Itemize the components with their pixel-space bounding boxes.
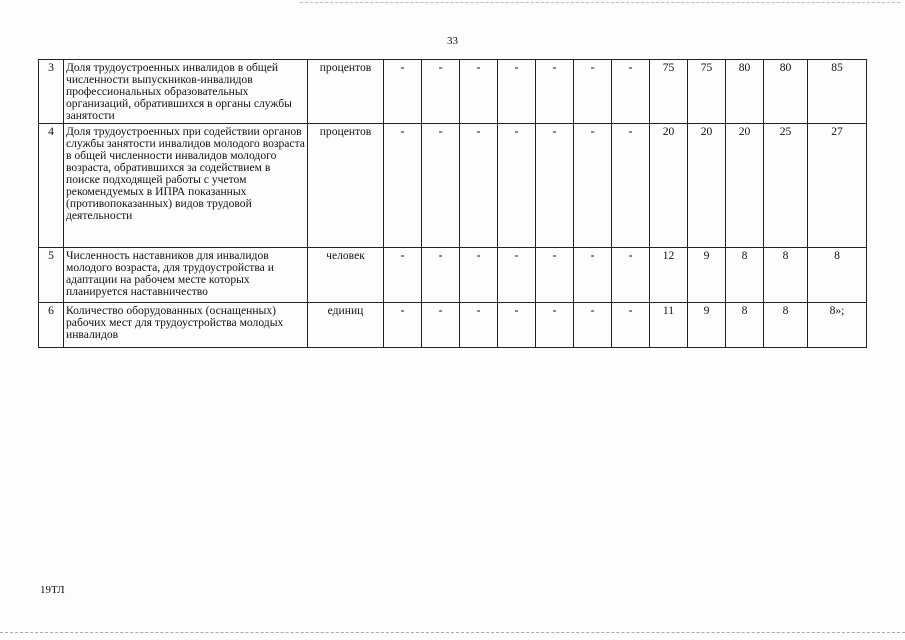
scan-artifact-bottom xyxy=(0,632,905,633)
table-row xyxy=(39,124,867,248)
value-cell: - xyxy=(536,124,574,248)
value-cell: 8 xyxy=(726,248,764,303)
row-number: 3 xyxy=(39,60,64,124)
value-cell: 9 xyxy=(688,248,726,303)
value-cell: - xyxy=(612,248,650,303)
row-number: 4 xyxy=(39,124,64,248)
value-cell: - xyxy=(574,303,612,348)
value-cell: - xyxy=(536,303,574,348)
value-cell: - xyxy=(422,60,460,124)
value-cell: - xyxy=(574,124,612,248)
value-cell: - xyxy=(612,124,650,248)
value-cell: - xyxy=(384,60,422,124)
value-cell: 20 xyxy=(650,124,688,248)
table-row xyxy=(39,248,867,303)
value-cell: 12 xyxy=(650,248,688,303)
unit-cell: процентов xyxy=(308,124,384,248)
table-row xyxy=(39,303,867,348)
value-cell: 80 xyxy=(764,60,808,124)
unit-cell: единиц xyxy=(308,303,384,348)
value-cell: - xyxy=(384,124,422,248)
indicator-name: Доля трудоустроенных при содействии органов службы занятости инвалидов молодого возраста в общей численности инвалидов молодого возраста, обратившихся за содействием в поиске подходящей работы с учетом рекомендуемых в ИПРА показанных (противопоказанных) видов трудовой деятельности xyxy=(64,124,308,248)
value-cell: - xyxy=(422,124,460,248)
value-cell: - xyxy=(612,303,650,348)
value-cell: - xyxy=(498,124,536,248)
value-cell: - xyxy=(612,60,650,124)
value-cell: - xyxy=(460,303,498,348)
value-cell: - xyxy=(422,303,460,348)
value-cell: 8 xyxy=(764,248,808,303)
value-cell: 8 xyxy=(764,303,808,348)
value-cell: 75 xyxy=(688,60,726,124)
unit-cell: процентов xyxy=(308,60,384,124)
value-cell: 8 xyxy=(726,303,764,348)
table-row xyxy=(39,60,867,124)
value-cell: 25 xyxy=(764,124,808,248)
value-cell: 8 xyxy=(808,248,867,303)
unit-cell: человек xyxy=(308,248,384,303)
page-number: 33 xyxy=(447,35,458,47)
value-cell: 9 xyxy=(688,303,726,348)
value-cell: - xyxy=(536,248,574,303)
value-cell: - xyxy=(498,60,536,124)
value-cell: - xyxy=(574,60,612,124)
indicators-table xyxy=(38,59,867,348)
value-cell: - xyxy=(384,248,422,303)
value-cell: - xyxy=(460,60,498,124)
value-cell: 75 xyxy=(650,60,688,124)
value-cell: 8»; xyxy=(808,303,867,348)
value-cell: 85 xyxy=(808,60,867,124)
scan-artifact-top xyxy=(300,2,900,3)
value-cell: - xyxy=(498,303,536,348)
value-cell: - xyxy=(574,248,612,303)
value-cell: - xyxy=(498,248,536,303)
row-number: 6 xyxy=(39,303,64,348)
value-cell: - xyxy=(422,248,460,303)
indicator-name: Численность наставников для инвалидов молодого возраста, для трудоустройства и адаптации на рабочем месте которых планируется наставничество xyxy=(64,248,308,303)
value-cell: - xyxy=(384,303,422,348)
value-cell: 27 xyxy=(808,124,867,248)
indicator-name: Доля трудоустроенных инвалидов в общей численности выпускников-инвалидов профессиональных образовательных организаций, обратившихся в органы службы занятости xyxy=(64,60,308,124)
indicator-name: Количество оборудованных (оснащенных) рабочих мест для трудоустройства молодых инвалидов xyxy=(64,303,308,348)
value-cell: - xyxy=(536,60,574,124)
value-cell: 80 xyxy=(726,60,764,124)
value-cell: - xyxy=(460,124,498,248)
value-cell: 11 xyxy=(650,303,688,348)
value-cell: - xyxy=(460,248,498,303)
document-code: 19ТЛ xyxy=(40,584,65,596)
row-number: 5 xyxy=(39,248,64,303)
value-cell: 20 xyxy=(726,124,764,248)
value-cell: 20 xyxy=(688,124,726,248)
